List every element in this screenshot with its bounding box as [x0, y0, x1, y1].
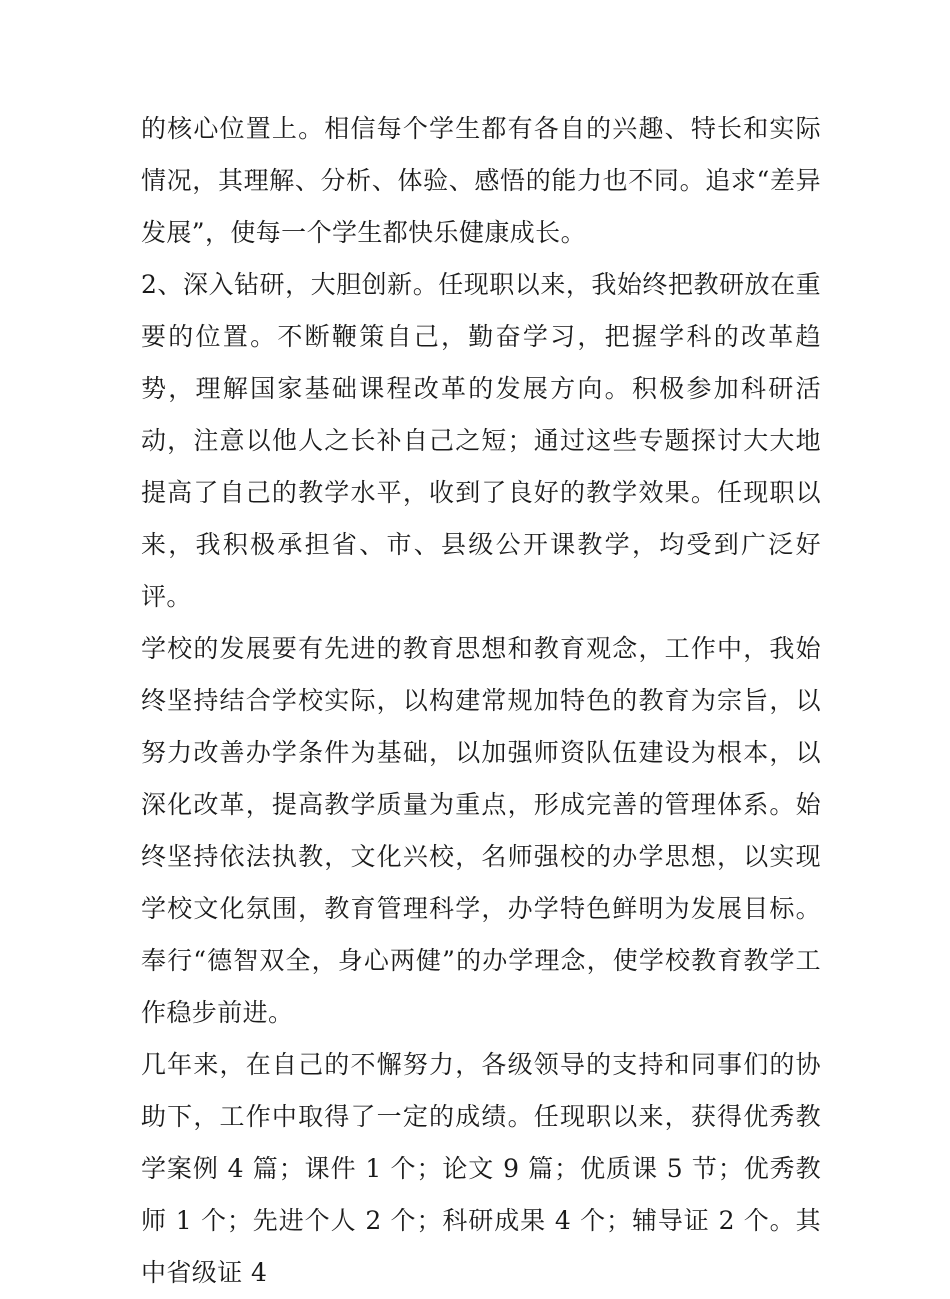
document-body [141, 103, 821, 1299]
paragraph-research-innovation: 2、深入钻研，大胆创新。任现职以来，我始终把教研放在重要的位置。不断鞭策自己，勤奋学习，把握学科的改革趋势，理解国家基础课程改革的发展方向。积极参加科研活动，注意以他人之长补自己之短；通过这些专题探讨大大地提高了自己的教学水平，收到了良好的教学效果。任现职以来，我积极承担省、市、县级公开课教学，均受到广泛好评。 [141, 270, 821, 611]
paragraph-continuation: 的核心位置上。相信每个学生都有各自的兴趣、特长和实际情况，其理解、分析、体验、感悟的能力也不同。追求“差异发展”，使每一个学生都快乐健康成长。 [141, 114, 821, 247]
paragraph-achievements: 几年来，在自己的不懈努力，各级领导的支持和同事们的协助下，工作中取得了一定的成绩。任现职以来，获得优秀教学案例 4 篇；课件 1 个；论文 9 篇；优质课 5 节；优秀教师 1 个；先进个人 2 个；科研成果 4 个；辅导证 2 个。其中省级证 4 [141, 1050, 821, 1287]
paragraph-school-development: 学校的发展要有先进的教育思想和教育观念，工作中，我始终坚持结合学校实际，以构建常规加特色的教育为宗旨，以努力改善办学条件为基础，以加强师资队伍建设为根本，以深化改革，提高教学质量为重点，形成完善的管理体系。始终坚持依法执教，文化兴校，名师强校的办学思想，以实现学校文化氛围，教育管理科学，办学特色鲜明为发展目标。奉行“德智双全，身心两健”的办学理念，使学校教育教学工作稳步前进。 [141, 634, 821, 1027]
